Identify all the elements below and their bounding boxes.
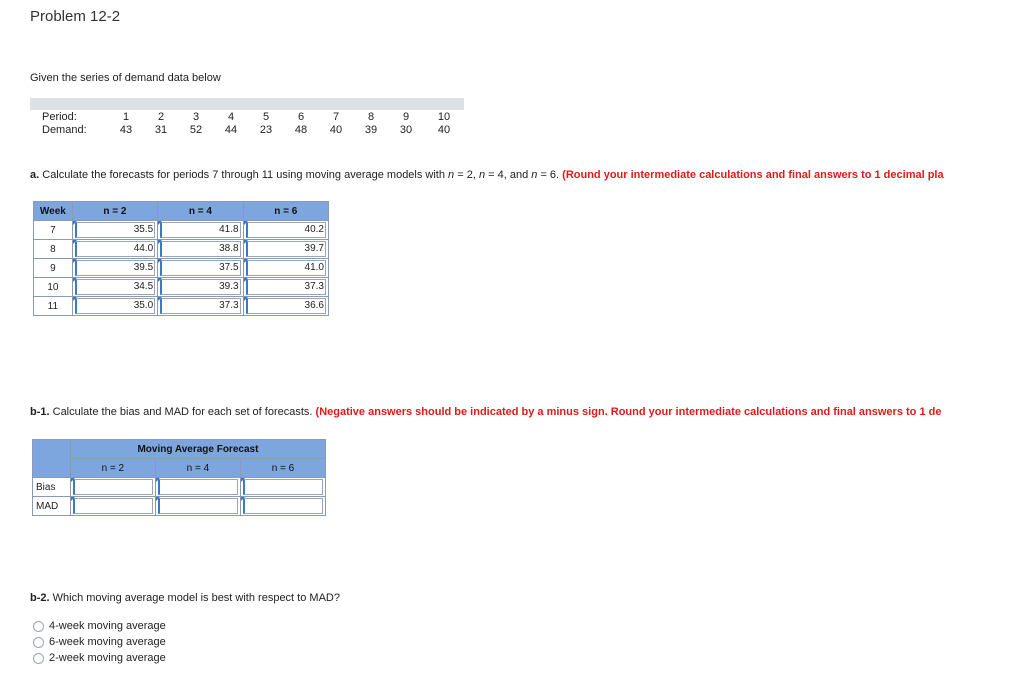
forecast-value: 38.8 [219, 243, 239, 254]
row-label-mad: MAD [33, 497, 71, 516]
table-row [34, 259, 329, 278]
radio-label: 2-week moving average [49, 652, 166, 664]
bias-header-row [33, 459, 326, 478]
page-title: Problem 12-2 [30, 8, 121, 25]
forecast-input-n2[interactable] [72, 259, 157, 278]
forecast-value: 35.0 [133, 300, 154, 311]
forecast-input-n4[interactable] [158, 297, 243, 316]
period-value: 9 [402, 111, 410, 123]
radio-option-6-week[interactable] [33, 636, 166, 648]
demand-label: Demand: [42, 124, 87, 136]
header-week: Week [34, 202, 73, 221]
header-n4: n = 4 [158, 202, 243, 221]
n-value-text: = 2, [454, 169, 479, 181]
n-value-text: = 4, and [485, 169, 532, 181]
demand-value: 48 [294, 124, 308, 136]
forecast-input-n2[interactable] [72, 278, 157, 297]
forecast-input-n2[interactable] [72, 297, 157, 316]
forecast-input-n4[interactable] [158, 240, 243, 259]
period-value: 10 [437, 111, 451, 123]
bias-group-header-row [33, 440, 326, 459]
period-value: 7 [332, 111, 340, 123]
forecast-value: 39.3 [219, 281, 239, 292]
radio-circle-icon[interactable] [33, 621, 44, 632]
week-cell: 9 [34, 259, 73, 278]
demand-value: 23 [259, 124, 273, 136]
forecast-input-n6[interactable] [243, 259, 328, 278]
period-row [30, 111, 464, 124]
header-n2: n = 2 [70, 459, 155, 478]
radio-label: 4-week moving average [49, 620, 166, 632]
question-b1 [30, 406, 941, 418]
forecast-value: 40.2 [304, 224, 324, 235]
period-value: 1 [122, 111, 130, 123]
header-n2: n = 2 [72, 202, 157, 221]
forecast-value: 34.5 [133, 281, 154, 292]
demand-value: 39 [364, 124, 378, 136]
table-row [33, 497, 326, 516]
question-a [30, 169, 944, 181]
forecast-table [33, 201, 329, 316]
forecast-input-n6[interactable] [243, 240, 328, 259]
demand-value: 52 [189, 124, 203, 136]
period-label: Period: [42, 111, 77, 123]
mad-input-n6[interactable] [240, 497, 325, 516]
radio-circle-icon[interactable] [33, 653, 44, 664]
forecast-input-n2[interactable] [72, 221, 157, 240]
intro-text: Given the series of demand data below [30, 72, 221, 84]
period-value: 5 [262, 111, 270, 123]
header-n6: n = 6 [243, 202, 328, 221]
forecast-input-n6[interactable] [243, 221, 328, 240]
forecast-header-row [34, 202, 329, 221]
table-row [34, 297, 329, 316]
week-cell: 11 [34, 297, 73, 316]
header-moving-average-forecast: Moving Average Forecast [70, 440, 325, 459]
period-value: 2 [157, 111, 165, 123]
forecast-input-n6[interactable] [243, 297, 328, 316]
forecast-input-n4[interactable] [158, 278, 243, 297]
question-a-text: Calculate the forecasts for periods 7 through 11 using moving average models with [39, 169, 449, 181]
forecast-input-n4[interactable] [158, 221, 243, 240]
question-b2-label: b-2. [30, 592, 50, 604]
period-value: 4 [227, 111, 235, 123]
question-b2 [30, 592, 340, 604]
forecast-value: 41.0 [304, 262, 324, 273]
forecast-value: 37.3 [219, 300, 239, 311]
table-row [34, 278, 329, 297]
forecast-input-n2[interactable] [72, 240, 157, 259]
n-symbol: n [478, 169, 486, 181]
n-value-text: = 6. [537, 169, 563, 181]
bias-input-n6[interactable] [240, 478, 325, 497]
radio-label: 6-week moving average [49, 636, 166, 648]
radio-circle-icon[interactable] [33, 637, 44, 648]
demand-value: 31 [154, 124, 168, 136]
week-cell: 10 [34, 278, 73, 297]
demand-data-table [30, 98, 464, 136]
demand-row [30, 124, 464, 137]
forecast-value: 39.7 [304, 243, 324, 254]
demand-value: 40 [329, 124, 343, 136]
period-value: 6 [297, 111, 305, 123]
question-a-instruction: (Round your intermediate calculations and final answers to 1 decimal pla [562, 169, 944, 181]
demand-value: 40 [437, 124, 451, 136]
header-blank [33, 440, 71, 459]
period-value: 8 [367, 111, 375, 123]
forecast-value: 37.5 [219, 262, 239, 273]
question-b1-label: b-1. [30, 406, 50, 418]
mad-input-n2[interactable] [70, 497, 155, 516]
question-b2-text: Which moving average model is best with respect to MAD? [49, 592, 340, 604]
n-symbol: n [531, 169, 538, 181]
period-value: 3 [192, 111, 200, 123]
forecast-value: 39.5 [133, 262, 154, 273]
demand-value: 43 [119, 124, 133, 136]
question-b1-text: Calculate the bias and MAD for each set of forecasts. [49, 406, 316, 418]
forecast-value: 37.3 [304, 281, 324, 292]
mad-input-n4[interactable] [155, 497, 240, 516]
bias-input-n2[interactable] [70, 478, 155, 497]
question-a-label: a. [30, 169, 40, 181]
radio-option-2-week[interactable] [33, 652, 166, 664]
radio-option-4-week[interactable] [33, 620, 166, 632]
demand-value: 44 [224, 124, 238, 136]
week-cell: 7 [34, 221, 73, 240]
forecast-value: 44.0 [133, 243, 154, 254]
demand-header-band [30, 98, 464, 110]
table-row [33, 478, 326, 497]
header-n6: n = 6 [240, 459, 325, 478]
table-row [34, 240, 329, 259]
table-row [34, 221, 329, 240]
row-label-bias: Bias [33, 478, 71, 497]
n-symbol: n [448, 169, 455, 181]
bias-input-n4[interactable] [155, 478, 240, 497]
header-n4: n = 4 [155, 459, 240, 478]
header-blank [33, 459, 71, 478]
forecast-value: 35.5 [133, 224, 154, 235]
week-cell: 8 [34, 240, 73, 259]
forecast-value: 41.8 [219, 224, 239, 235]
forecast-value: 36.6 [304, 300, 324, 311]
forecast-input-n6[interactable] [243, 278, 328, 297]
demand-value: 30 [399, 124, 413, 136]
bias-mad-table [32, 439, 326, 516]
question-b1-instruction: (Negative answers should be indicated by a minus sign. Round your intermediate calculations and final answers to 1 de [315, 406, 942, 418]
forecast-input-n4[interactable] [158, 259, 243, 278]
